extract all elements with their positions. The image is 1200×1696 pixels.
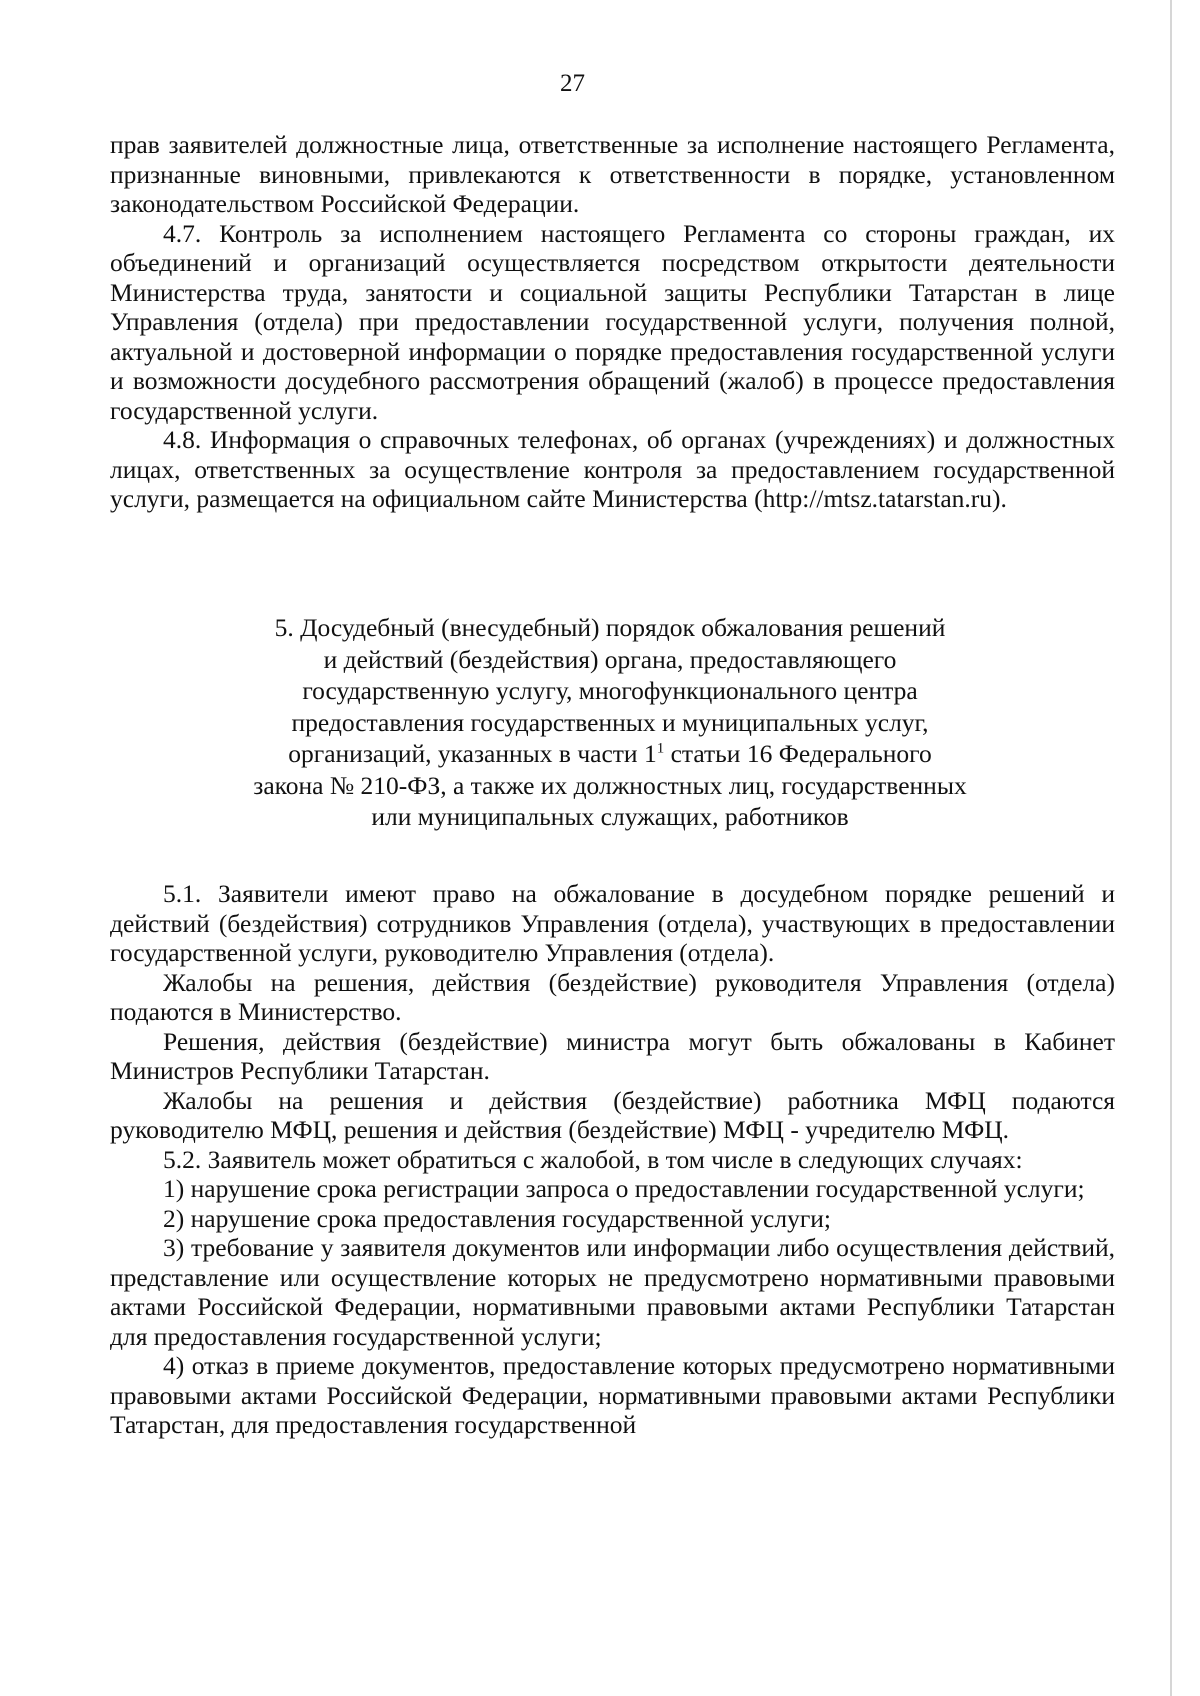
list-item: 2) нарушение срока предоставления государственной услуги;	[163, 1203, 832, 1233]
paragraph-5-2: 5.2. Заявитель может обратиться с жалобой, в том числе в следующих случаях:	[163, 1144, 1023, 1174]
heading-line: государственную услугу, многофункционального центра	[302, 676, 918, 705]
heading-line-part: организаций, указанных в части 1	[288, 739, 657, 768]
paragraph-continuation: прав заявителей должностные лица, ответственные за исполнение настоящего Регламента, признанные виновными, привлекаются к ответственности в порядке, установленном законодательством Российской Федерации.	[110, 130, 1115, 218]
paragraph-5-1: 5.1. Заявители имеют право на обжалование в досудебном порядке решений и действий (бездействия) сотрудников Управления (отдела), участвующих в предоставлении государственной услуги, руководителю Управления (отдела).	[110, 879, 1115, 967]
paragraph-4-7: 4.7. Контроль за исполнением настоящего Регламента со стороны граждан, их объединений и организаций осуществляется посредством открытости деятельности Министерства труда, занятости и социальной защиты Республики Татарстан в лице Управления (отдела) при предоставлении государственной услуги, получения полной, актуальной и достоверной информации о порядке предоставления государственной услуги и возможности досудебного рассмотрения обращений (жалоб) в процессе предоставления государственной услуги.	[110, 218, 1115, 425]
paragraph: Решения, действия (бездействие) министра могут быть обжалованы в Кабинет Министров Республики Татарстан.	[110, 1026, 1115, 1085]
section-5-text-block	[110, 879, 1115, 1440]
list-item: 3) требование у заявителя документов или информации либо осуществления действий, представление или осуществление которых не предусмотрено нормативными правовыми актами Российской Федерации, нормативными правовыми актами Республики Татарстан для предоставления государственной услуги;	[110, 1233, 1115, 1351]
list-item: 4) отказ в приеме документов, предоставление которых предусмотрено нормативными правовыми актами Российской Федерации, нормативными правовыми актами Республики Татарстан, для предоставления государственной	[110, 1351, 1115, 1439]
heading-line: предоставления государственных и муниципальных услуг,	[291, 707, 929, 737]
heading-line: закона № 210-ФЗ, а также их должностных лиц, государственных	[253, 770, 967, 800]
page-number: 27	[560, 70, 585, 97]
paragraph-4-8: 4.8. Информация о справочных телефонах, об органах (учреждениях) и должностных лицах, ответственных за осуществление контроля за предоставлением государственной услуги, размещается на официальном сайте Министерства (http://mtsz.tatarstan.ru).	[110, 425, 1115, 513]
paragraph: Жалобы на решения, действия (бездействие) руководителя Управления (отдела) подаются в Министерство.	[110, 967, 1115, 1026]
top-text-block	[110, 130, 1115, 514]
heading-line-with-superscript	[180, 738, 1040, 770]
heading-line-part: статьи 16 Федерального	[664, 739, 932, 768]
superscript: 1	[656, 740, 665, 757]
list-item: 1) нарушение срока регистрации запроса о предоставлении государственной услуги;	[163, 1174, 1085, 1203]
heading-line: или муниципальных служащих, работников	[371, 802, 849, 831]
heading-line: 5. Досудебный (внесудебный) порядок обжалования решений	[274, 613, 946, 642]
heading-line: и действий (бездействия) органа, предоставляющего	[323, 644, 897, 674]
section-5-heading	[180, 612, 1040, 833]
paragraph: Жалобы на решения и действия (бездействие) работника МФЦ подаются руководителю МФЦ, решения и действия (бездействие) МФЦ - учредителю МФЦ.	[110, 1085, 1115, 1144]
scan-edge-line	[1170, 0, 1172, 1696]
